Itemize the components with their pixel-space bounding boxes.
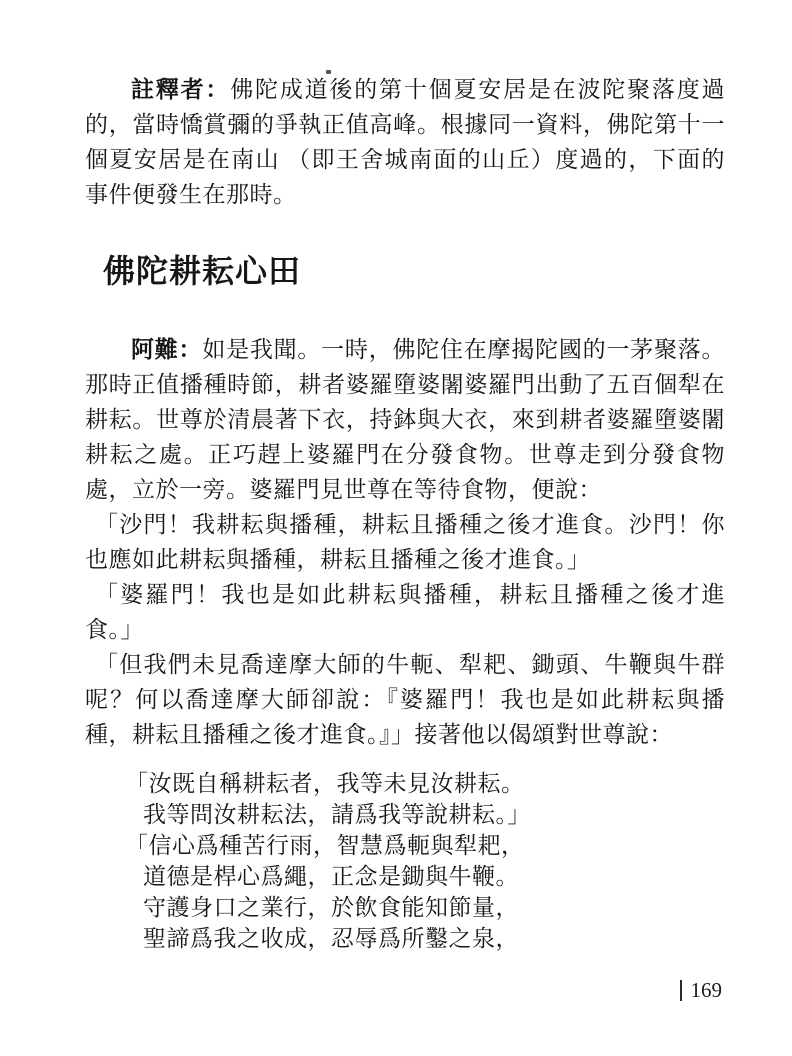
verse-line: 我等問汝耕耘法，請爲我等說耕耘。」 xyxy=(143,802,531,827)
page-number xyxy=(680,978,722,1003)
page-number-separator xyxy=(680,980,682,1001)
annotator-note-paragraph xyxy=(85,72,725,212)
verse-line: 「信心爲種苦行雨，智慧爲軛與犁耙， xyxy=(125,833,525,858)
verse-line: 道德是桿心爲繩，正念是鋤與牛鞭。 xyxy=(143,864,519,889)
buddha-reply-paragraph: 「婆羅門！我也是如此耕耘與播種，耕耘且播種之後才進食。」 xyxy=(85,582,725,642)
verse-block xyxy=(85,768,725,954)
page-number-value: 169 xyxy=(690,978,722,1002)
ananda-text: 如是我聞。一時，佛陀住在摩揭陀國的一茅聚落。那時正值播種時節，耕者婆羅墮婆闍婆羅門出動了五百個犁在耕耘。世尊於清晨著下衣，持鉢與大衣，來到耕者婆羅墮婆闍耕耘之處。正巧趕上婆羅門在分發食物。世尊走到分發食物處，立於一旁。婆羅門見世尊在等待食物，便說： xyxy=(85,337,725,502)
brahmin-says-paragraph: 「沙門！我耕耘與播種，耕耘且播種之後才進食。沙門！你也應如此耕耘與播種，耕耘且播種之後才進食。」 xyxy=(85,512,725,572)
text-block xyxy=(85,72,725,954)
annotator-note-body: 佛陀成道後的第十個夏安居是在波陀聚落度過的，當時憍賞彌的爭執正值高峰。根據同一資料，佛陀第十一個夏安居是在南山 （即王舍城南面的山丘）度過的，下面的事件便發生在那時。 xyxy=(85,77,726,207)
verse-line: 「汝既自稱耕耘者，我等未見汝耕耘。 xyxy=(125,771,525,796)
ananda-lead: 阿難： xyxy=(131,337,203,362)
verse-line: 聖諦爲我之收成，忍辱爲所鑿之泉， xyxy=(143,926,519,951)
ananda-paragraph xyxy=(85,332,725,507)
scan-speck xyxy=(326,70,331,74)
verse-line: 守護身口之業行，於飲食能知節量， xyxy=(143,895,519,920)
section-heading: 佛陀耕耘心田 xyxy=(103,253,302,289)
annotator-note-lead: 註釋者： xyxy=(131,77,231,102)
brahmin-question-paragraph: 「但我們未見喬達摩大師的牛軛、犁耙、鋤頭、牛鞭與牛群呢？何以喬達摩大師卻說：『婆羅門！我也是如此耕耘與播種，耕耘且播種之後才進食。』」接著他以偈頌對世尊說： xyxy=(85,652,725,747)
